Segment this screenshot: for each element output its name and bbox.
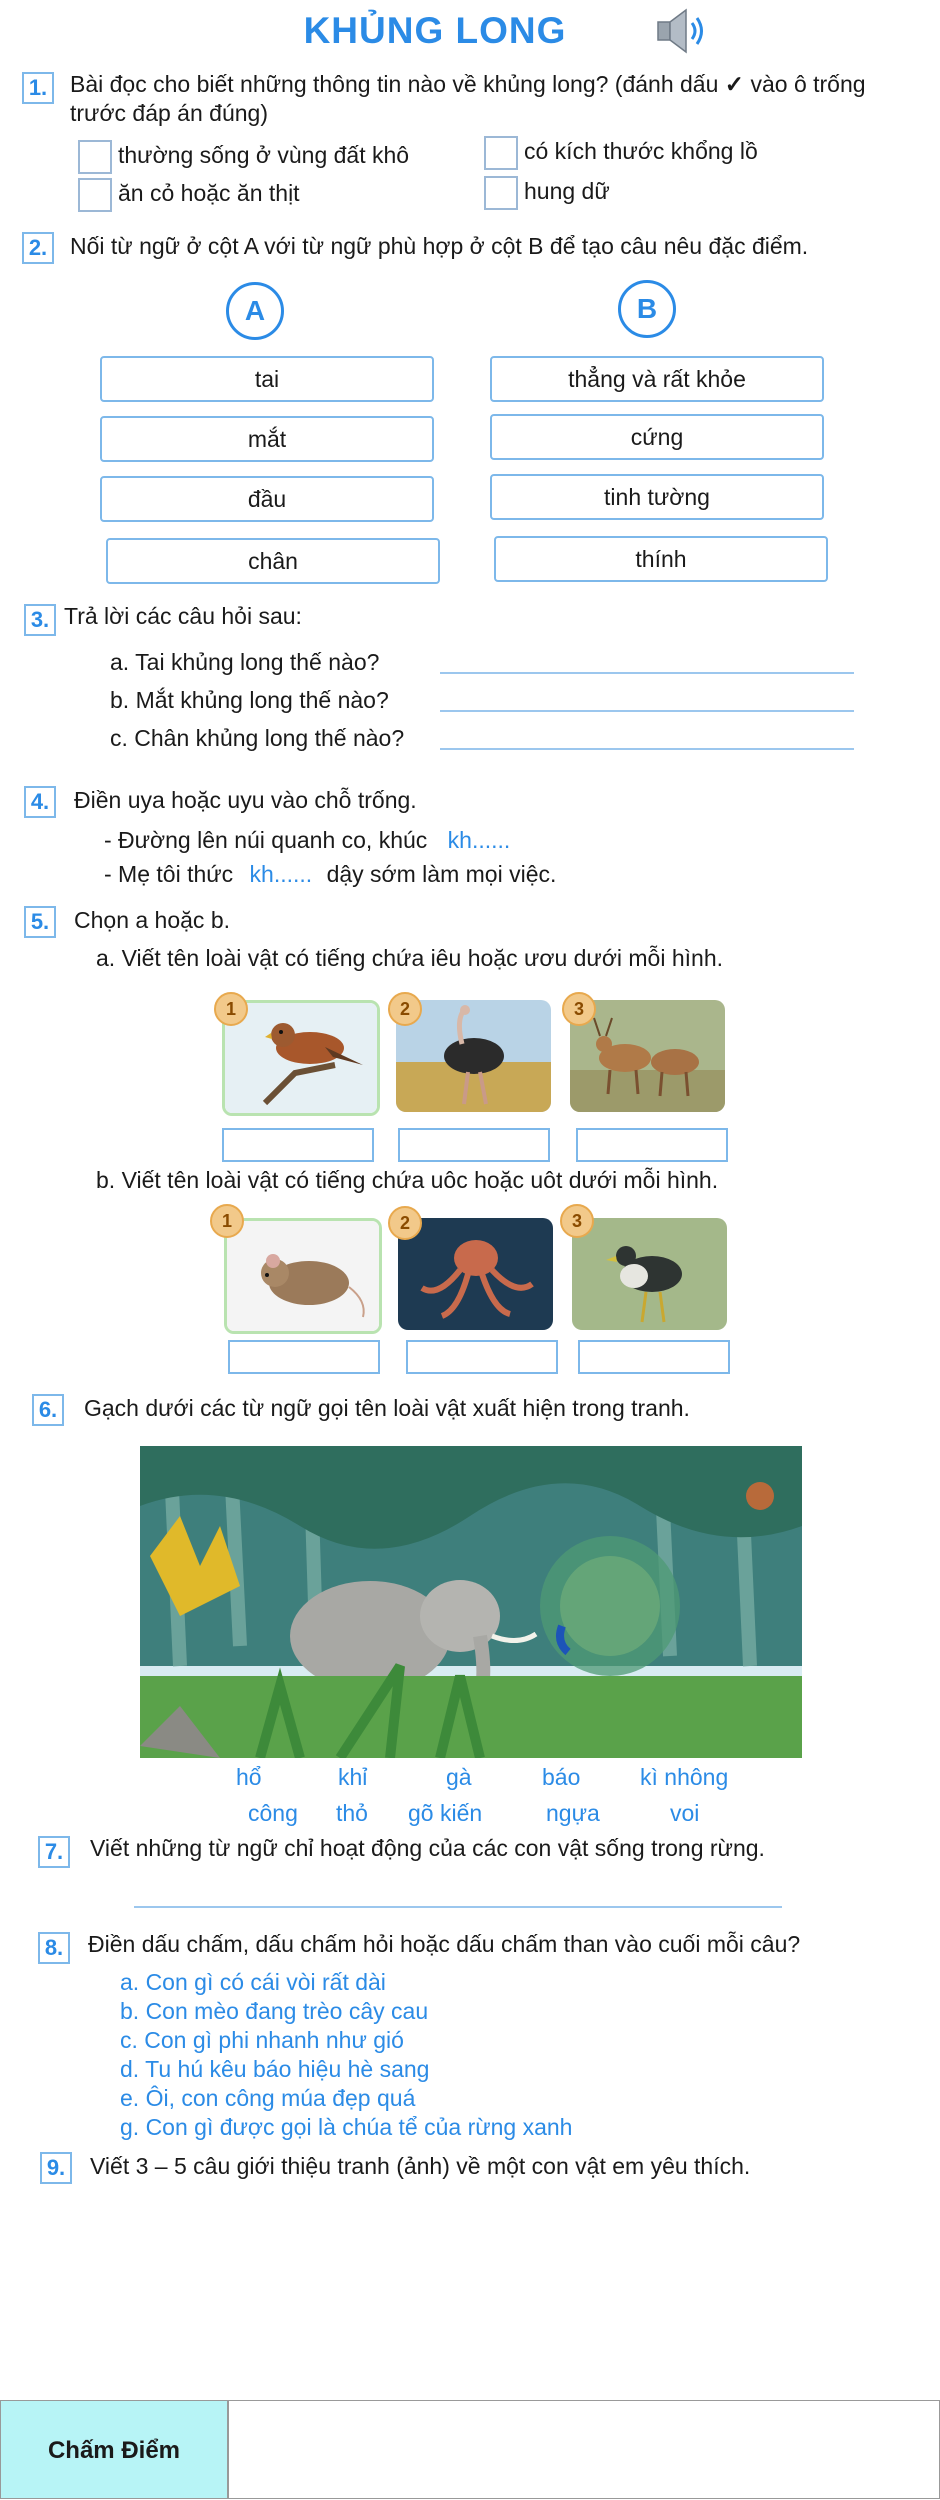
question-3-item-b: b. Mắt khủng long thế nào? <box>110 687 389 713</box>
sentence-a: a. Con gì có cái vòi rất dài <box>120 1969 386 1995</box>
question-4-line1 <box>104 826 510 855</box>
option-checkbox-1[interactable] <box>78 140 112 174</box>
sentence-b: b. Con mèo đang trèo cây cau <box>120 1998 429 2024</box>
question-1-line2: trước đáp án đúng) <box>70 100 268 126</box>
question-number-9: 9. <box>40 2152 72 2184</box>
option-label-4: hung dữ <box>524 178 610 204</box>
sentence-c: c. Con gì phi nhanh như gió <box>120 2027 404 2053</box>
word-bao[interactable]: báo <box>542 1764 581 1790</box>
question-4-line2-prefix: - Mẹ tôi thức <box>104 861 234 887</box>
question-3-item-a: a. Tai khủng long thế nào? <box>110 649 380 675</box>
question-5-text: Chọn a hoặc b. <box>74 907 231 933</box>
option-checkbox-4[interactable] <box>484 176 518 210</box>
score-box[interactable] <box>228 2400 940 2499</box>
word-ho[interactable]: hổ <box>236 1764 262 1790</box>
word-ngua[interactable]: ngựa <box>546 1800 600 1826</box>
answer-box-5b-2[interactable] <box>406 1340 558 1374</box>
question-number-8: 8. <box>38 1932 70 1964</box>
image-badge-1: 1 <box>214 992 248 1026</box>
answer-box-5a-1[interactable] <box>222 1128 374 1162</box>
question-4-line1-prefix: - Đường lên núi quanh co, khúc <box>104 827 428 853</box>
word-voi[interactable]: voi <box>670 1800 700 1826</box>
match-b-3[interactable]: tinh tường <box>490 474 824 520</box>
image-badge-b-2: 2 <box>388 1206 422 1240</box>
answer-box-5a-2[interactable] <box>398 1128 550 1162</box>
option-checkbox-2[interactable] <box>484 136 518 170</box>
sentence-g: g. Con gì được gọi là chúa tể của rừng xanh <box>120 2114 573 2140</box>
image-badge-2: 2 <box>388 992 422 1026</box>
word-ga[interactable]: gà <box>446 1764 472 1790</box>
answer-box-5b-1[interactable] <box>228 1340 380 1374</box>
question-number-3: 3. <box>24 604 56 636</box>
question-3-item-c: c. Chân khủng long thế nào? <box>110 725 405 751</box>
forest-illustration <box>140 1446 802 1758</box>
match-a-3[interactable]: đầu <box>100 476 434 522</box>
match-a-4[interactable]: chân <box>106 538 440 584</box>
question-number-4: 4. <box>24 786 56 818</box>
image-badge-3: 3 <box>562 992 596 1026</box>
check-mark-icon: ✓ <box>724 71 745 97</box>
fill-blank-1[interactable]: kh...... <box>447 827 511 853</box>
column-b-label: B <box>618 280 676 338</box>
question-7-text: Viết những từ ngữ chỉ hoạt động của các con vật sống trong rừng. <box>90 1835 765 1861</box>
word-khi[interactable]: khỉ <box>338 1764 368 1790</box>
match-b-2[interactable]: cứng <box>490 414 824 460</box>
question-4-line2 <box>104 860 556 889</box>
match-b-1[interactable]: thẳng và rất khỏe <box>490 356 824 402</box>
sentence-d: d. Tu hú kêu báo hiệu hè sang <box>120 2056 430 2082</box>
answer-line-3b[interactable] <box>440 710 854 712</box>
question-1-line1-end: vào ô trống <box>750 71 866 97</box>
image-badge-b-1: 1 <box>210 1204 244 1238</box>
question-4-line2-suffix: dậy sớm làm mọi việc. <box>326 861 557 887</box>
answer-line-3a[interactable] <box>440 672 854 674</box>
word-tho[interactable]: thỏ <box>336 1800 368 1826</box>
question-4-text: Điền uya hoặc uyu vào chỗ trống. <box>74 787 417 813</box>
page-title: KHỦNG LONG <box>303 10 567 51</box>
column-a-label: A <box>226 282 284 340</box>
option-label-2: có kích thước khổng lồ <box>524 138 758 164</box>
word-go-kien[interactable]: gõ kiến <box>408 1800 483 1826</box>
question-5b-text: b. Viết tên loài vật có tiếng chứa uôc hoặc uôt dưới mỗi hình. <box>96 1167 719 1193</box>
question-number-7: 7. <box>38 1836 70 1868</box>
option-label-1: thường sống ở vùng đất khô <box>118 142 410 168</box>
question-3-text: Trả lời các câu hỏi sau: <box>64 603 302 629</box>
question-number-1: 1. <box>22 72 54 104</box>
fill-blank-2[interactable]: kh...... <box>249 861 313 887</box>
option-label-3: ăn cỏ hoặc ăn thịt <box>118 180 300 206</box>
image-badge-b-3: 3 <box>560 1204 594 1238</box>
option-checkbox-3[interactable] <box>78 178 112 212</box>
sentence-e: e. Ôi, con công múa đẹp quá <box>120 2085 416 2111</box>
question-6-text: Gạch dưới các từ ngữ gọi tên loài vật xuất hiện trong tranh. <box>84 1395 690 1421</box>
answer-line-3c[interactable] <box>440 748 854 750</box>
question-number-6: 6. <box>32 1394 64 1426</box>
question-1-text <box>70 70 930 128</box>
question-9-text: Viết 3 – 5 câu giới thiệu tranh (ảnh) về một con vật em yêu thích. <box>90 2153 751 2179</box>
question-number-5: 5. <box>24 906 56 938</box>
octopus-image <box>398 1218 553 1330</box>
word-ki-nhong[interactable]: kì nhông <box>640 1764 729 1790</box>
question-2-text: Nối từ ngữ ở cột A với từ ngữ phù hợp ở cột B để tạo câu nêu đặc điểm. <box>70 233 809 259</box>
mouse-image <box>224 1218 382 1334</box>
question-8-text: Điền dấu chấm, dấu chấm hỏi hoặc dấu chấm than vào cuối mỗi câu? <box>88 1931 801 1957</box>
waterhen-image <box>572 1218 727 1330</box>
score-label: Chấm Điểm <box>0 2400 228 2499</box>
match-a-1[interactable]: tai <box>100 356 434 402</box>
match-b-4[interactable]: thính <box>494 536 828 582</box>
answer-box-5a-3[interactable] <box>576 1128 728 1162</box>
match-a-2[interactable]: mắt <box>100 416 434 462</box>
speaker-icon[interactable] <box>650 6 710 56</box>
answer-box-5b-3[interactable] <box>578 1340 730 1374</box>
question-number-2: 2. <box>22 232 54 264</box>
word-cong[interactable]: công <box>248 1800 298 1826</box>
answer-line-7[interactable] <box>134 1906 782 1908</box>
question-5a-text: a. Viết tên loài vật có tiếng chứa iêu hoặc ươu dưới mỗi hình. <box>96 945 724 971</box>
question-1-line1: Bài đọc cho biết những thông tin nào về khủng long? (đánh dấu <box>70 71 719 97</box>
